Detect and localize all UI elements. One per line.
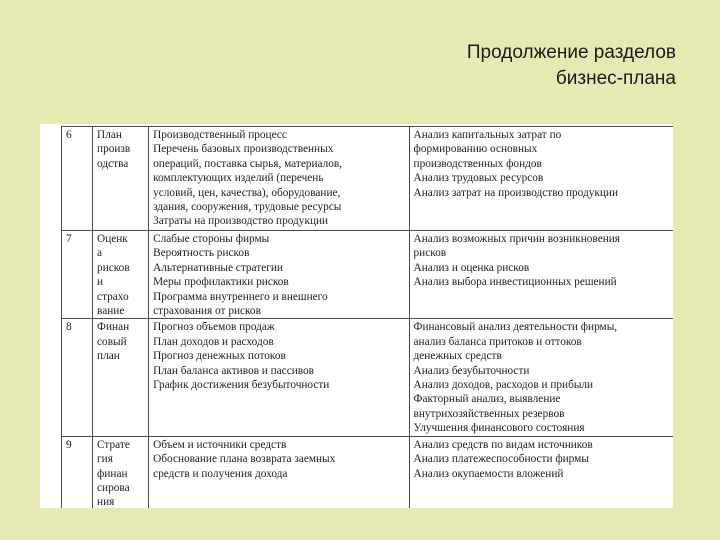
table-row (62, 231, 674, 319)
section-name-cell (93, 319, 149, 436)
section-content-cell (149, 436, 409, 508)
section-content-cell (149, 127, 409, 231)
slide-title-line-2: бизнес-плана (555, 68, 676, 89)
section-name-cell-line: и (97, 276, 104, 289)
section-name-cell-line: План (97, 129, 122, 141)
section-name-cell-line: совый (97, 335, 127, 348)
slide-title (467, 40, 676, 92)
section-content-cell-line: здания, сооружения, трудовые ресурсы (153, 201, 342, 214)
analysis-cell-line: производственных фондов (413, 157, 542, 170)
section-content-cell-line: операций, поставка сырья, материалов, (153, 157, 343, 170)
section-number-cell: 8 (62, 319, 93, 436)
analysis-cell-line: Финансовый анализ деятельности фирмы, (413, 321, 618, 334)
table-row (62, 436, 674, 508)
section-name-cell-line: произв (97, 143, 131, 156)
analysis-cell-line: Анализ доходов, расходов и прибыли (413, 379, 594, 392)
section-content-cell-line: Прогноз денежных потоков (153, 350, 286, 363)
scanned-table-image (40, 124, 673, 508)
section-content-cell-line: Производственный процесс (153, 129, 287, 141)
analysis-cell (409, 127, 673, 231)
analysis-cell (409, 231, 673, 319)
section-name-cell-line: вание (97, 305, 125, 318)
analysis-cell (409, 319, 673, 436)
analysis-cell-line: Анализ безубыточности (413, 364, 530, 377)
section-name-cell-line: страхо (97, 290, 129, 303)
section-name-cell-line: гия (97, 453, 113, 466)
analysis-cell-line: Анализ и оценка рисков (413, 261, 530, 274)
analysis-cell-line: Анализ затрат на производство продукции (413, 186, 618, 199)
section-content-cell-line: Меры профилактики рисков (153, 276, 289, 289)
analysis-cell-line: денежных средств (413, 350, 502, 363)
analysis-cell-line: Анализ выбора инвестиционных решений (413, 276, 617, 289)
section-name-cell-line: Оценк (97, 233, 128, 245)
section-name-cell-line: план (97, 350, 120, 363)
section-number-cell: 9 (62, 436, 93, 508)
section-content-cell-line: Вероятность рисков (153, 247, 250, 260)
section-content-cell (149, 319, 409, 436)
section-name-cell-line: одства (97, 157, 129, 170)
analysis-cell-line: внутрихозяйственных резервов (413, 407, 565, 420)
analysis-cell (409, 436, 673, 508)
section-content-cell-line: Альтернативные стратегии (153, 261, 283, 274)
analysis-cell-line: анализ баланса притоков и оттоков (413, 335, 582, 348)
section-name-cell-line: Финан (97, 321, 130, 334)
section-content-cell-line: Слабые стороны фирмы (153, 233, 270, 245)
analysis-cell-line: Факторный анализ, выявление (413, 393, 561, 406)
section-content-cell-line: Прогноз объемов продаж (153, 321, 275, 334)
section-name-cell (93, 127, 149, 231)
analysis-cell-line: Анализ возможных причин возникновения (413, 233, 621, 245)
analysis-cell-line: Анализ трудовых ресурсов (413, 172, 544, 185)
section-content-cell-line: комплектующих изделий (перечень (153, 172, 324, 185)
section-name-cell-line: а (97, 247, 103, 260)
section-content-cell-line: Объем и источники средств (153, 438, 287, 451)
section-content-cell-line: План баланса активов и пассивов (153, 364, 314, 377)
section-content-cell-line: условий, цен, качества), оборудование, (153, 186, 341, 199)
section-content-cell-line: План доходов и расходов (153, 335, 274, 348)
slide-title-line-1: Продолжение разделов (466, 42, 676, 63)
section-content-cell-line: Программа внутреннего и внешнего (153, 290, 328, 303)
analysis-cell-line: рисков (413, 247, 447, 260)
section-content-cell (149, 231, 409, 319)
section-content-cell-line: средств и получения дохода (153, 467, 288, 480)
table-row (62, 319, 674, 436)
section-content-cell-line: Обоснование плана возврата заемных (153, 453, 336, 466)
section-name-cell (93, 436, 149, 508)
section-content-cell-line: Перечень базовых производственных (153, 143, 334, 156)
section-name-cell-line: рисков (97, 261, 130, 274)
section-name-cell (93, 231, 149, 319)
analysis-cell-line: Анализ капитальных затрат по (413, 129, 562, 141)
section-number-cell: 7 (62, 231, 93, 319)
section-name-cell-line: Страте (97, 438, 130, 451)
section-name-cell-line: финан (97, 467, 128, 480)
section-content-cell-line: График достижения безубыточности (153, 379, 330, 392)
section-content-cell-line: страхования от рисков (153, 305, 261, 318)
analysis-cell-line: Анализ средств по видам источников (413, 438, 593, 451)
section-content-cell-line: Затраты на производство продукции (153, 215, 329, 228)
section-name-cell-line: ния (97, 496, 115, 508)
analysis-cell-line: Анализ окупаемости вложений (413, 467, 564, 480)
business-plan-sections-table (61, 126, 673, 508)
section-number-cell: 6 (62, 127, 93, 231)
analysis-cell-line: Улучшения финансового состояния (413, 422, 585, 435)
section-name-cell-line: сирова (97, 481, 130, 494)
analysis-cell-line: Анализ платежеспособности фирмы (413, 453, 589, 466)
analysis-cell-line: формированию основных (413, 143, 538, 156)
table-row (62, 127, 674, 231)
